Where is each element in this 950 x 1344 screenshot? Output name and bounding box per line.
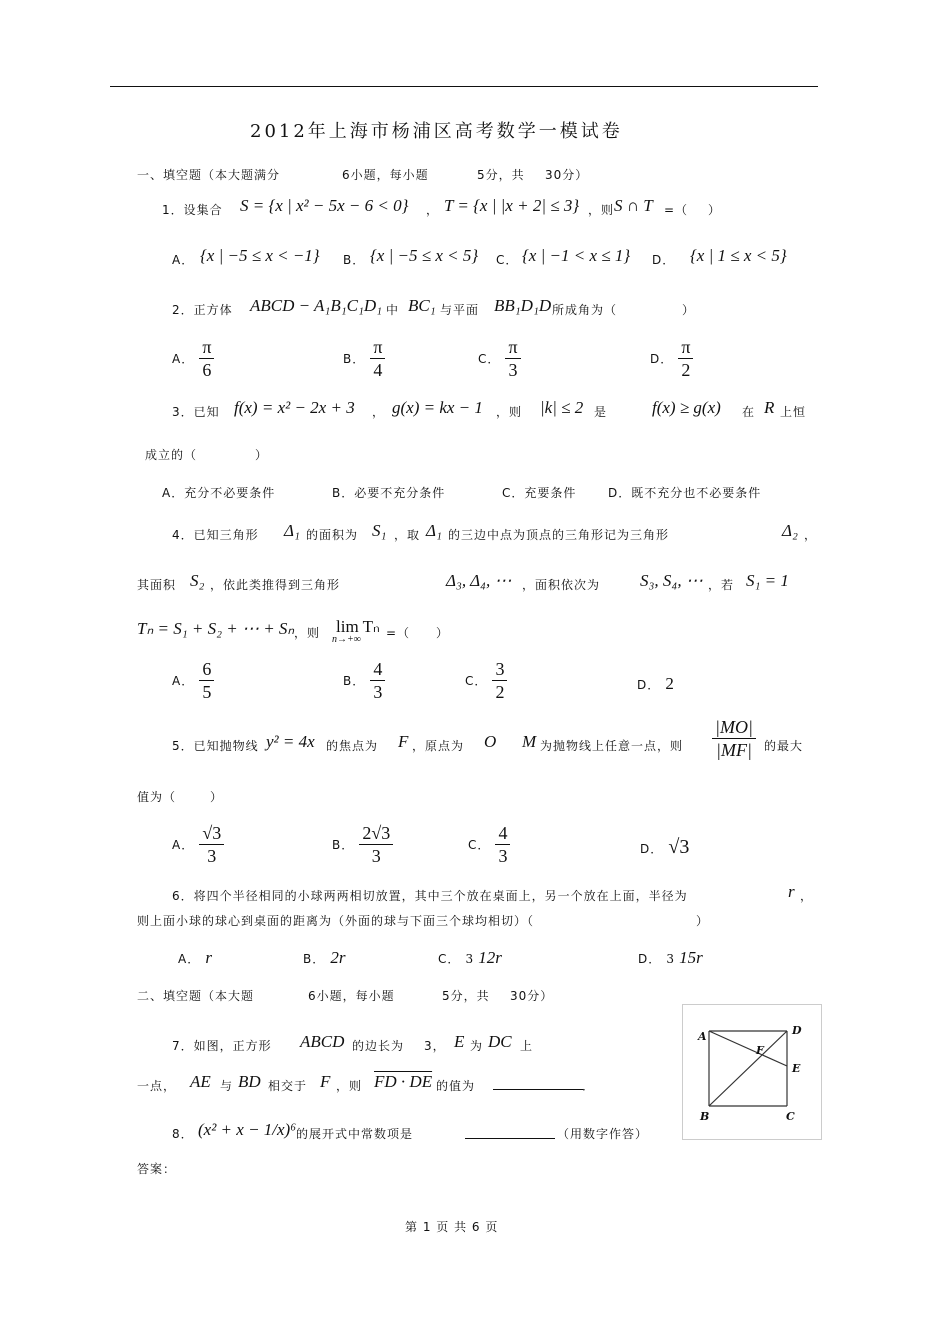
q3-cond: |k| ≤ 2 [540,398,584,417]
q5-opt-b-frac: $\frac{2√3}{3}$ [359,822,393,867]
q2-opt-b-frac: $\frac{\pi}{4}$ [370,336,385,381]
page-title: 2012年上海市杨浦区高考数学一模试卷 [250,121,623,142]
q7-then: ，则 [336,1079,363,1093]
q2-opt-a-label: A． [172,352,195,366]
q6-opt-b [303,948,345,968]
q6-opt-a [178,948,212,968]
q5-rest: 为抛物线上任意一点，则 [540,739,684,753]
q7-meet: 相交于 [268,1079,308,1093]
q3-line2: 成立的（ [145,448,198,462]
q4-lim: lim Tₙ [336,617,380,636]
q1-then: ，则 [588,203,615,217]
figure-label-a: A [698,1030,707,1043]
q2-number: 2．正方体 [172,303,233,317]
q1-opt-c: {x | −1 < x ≤ 1} [522,246,631,265]
q5-max: 的最大 [764,739,804,753]
q4-opt-c-label: C． [465,674,488,688]
section-header-1d: 30分） [545,168,589,182]
q5-opt-a-frac: $\frac{√3}{3}$ [199,822,224,867]
q6-opt-c-label: C． [438,952,461,966]
q4-opt-b-label: B． [343,674,366,688]
q6-opt-c-value: 12r [478,948,502,967]
q5-O: O [484,732,497,751]
q7-on: 为 [470,1039,484,1053]
q1-set-t: T = {x | |x + 2| ≤ 3} [444,196,580,215]
q5-F: F [398,732,409,751]
q5-ratio [712,716,756,761]
q5-close: ） [210,790,224,804]
q1-opt-a-label: A． [172,253,195,267]
q1-eq: =（ [664,203,689,217]
q4-opt-a-label: A． [172,674,195,688]
q1-opt-c-label: C． [496,253,519,267]
q6-line1: 6．将四个半径相同的小球两两相切放置，其中三个放在桌面上，另一个放在上面，半径为 [172,889,688,903]
q3-g: g(x) = kx − 1 [392,398,483,417]
q1-opt-d: {x | 1 ≤ x < 5} [690,246,787,265]
q2-opt-d-frac: $\frac{\pi}{2}$ [678,336,693,381]
q7-dot: FD · DE [374,1072,433,1091]
q7-number: 7．如图，正方形 [172,1039,272,1053]
q5-opt-d [640,836,689,859]
q4-s1eq: S₁ = 1 [746,571,789,590]
q3-f: f(x) = x² − 2x + 3 [234,398,355,417]
q7-line2a: 一点， [137,1079,177,1093]
q4-t1b: Δ₁ [426,521,442,540]
q6-opt-a-label: A． [178,952,201,966]
q4-line2a: 其面积 [137,578,177,592]
q3-opt-b: B．必要不充分条件 [332,486,446,500]
q5-ratio-den: |MF| [716,740,752,760]
q4-t1: Δ₁ [284,521,300,540]
section-header-2d: 30分） [510,989,554,1003]
q5-opt-c-frac: $\frac{4}{3}$ [495,822,510,867]
section-header-1b: 6小题，每小题 [342,168,429,182]
q4-line2b: ，依此类推得到三角形 [210,578,341,592]
q7-DC: DC [488,1032,512,1051]
figure-label-c: C [786,1110,795,1123]
q1-set-s: S = {x | x² − 5x − 6 < 0} [240,196,409,215]
q3-tail: 上恒 [780,405,807,419]
q3-on: 在 [742,405,756,419]
q4-opt-c [465,658,507,703]
q1-expr: S ∩ T [614,196,653,215]
q5-opt-b-label: B． [332,838,355,852]
q5-opt-c-label: C． [468,838,491,852]
q7-val: 的值为 [436,1079,476,1093]
square-figure [682,1004,822,1140]
q1-close: ） [708,203,722,217]
q6-line2: 则上面小球的球心到桌面的距离为（外面的球与下面三个球均相切）（ [137,914,535,928]
q6-opt-d [638,948,703,968]
q2-opt-c [478,336,521,381]
section-header-2a: 二、填空题（本大题 [137,989,255,1003]
q5-opt-b [332,822,393,867]
q7-BD: BD [238,1072,261,1091]
q7-and: 与 [220,1079,234,1093]
q7-tail: 上 [520,1039,534,1053]
q1-opt-b-label: B． [343,253,366,267]
q5-focus: 的焦点为 [326,739,379,753]
q6-tail: ， [800,889,814,903]
q7-AE: AE [190,1072,211,1091]
q4-opt-d [637,674,674,694]
q1-opt-b: {x | −5 ≤ x < 5} [370,246,479,265]
q7-three: 3， [424,1039,446,1053]
q8-tail: （用数字作答） [557,1127,649,1141]
q7-square: ABCD [300,1032,345,1051]
q4-limsub: n→+∞ [332,634,361,645]
figure-label-d: D [792,1024,802,1037]
q8-line2: 答案： [137,1162,177,1176]
q4-seq: Δ₃, Δ₄, ⋯ [446,571,512,590]
q5-opt-d-value: √3 [668,836,690,858]
q4-number: 4．已知三角形 [172,528,259,542]
q3-is: 是 [594,405,608,419]
q4-opt-b-frac: $\frac{4}{3}$ [370,658,385,703]
q2-cube: ABCD − A₁B₁C₁D₁ [250,296,383,315]
header-rule [110,86,818,87]
q3-then: ，则 [496,405,523,419]
q6-opt-a-value: r [205,948,212,967]
page-footer: 第 1 页 共 6 页 [405,1220,499,1234]
q6-r: r [788,882,795,901]
q4-s2: S₂ [190,571,205,590]
q4-sseq: S₃, S₄, ⋯ [640,571,703,590]
q3-opt-d: D．既不充分也不必要条件 [608,486,762,500]
q3-opt-c: C．充要条件 [502,486,577,500]
q5-M: M [522,732,537,751]
q5-ratio-num: |MO| [712,716,756,739]
q2-opt-c-frac: $\frac{\pi}{3}$ [505,336,520,381]
q5-opt-c [468,822,510,867]
q4-then: ，则 [294,626,321,640]
q2-opt-b [343,336,385,381]
q5-opt-a-label: A． [172,838,195,852]
q5-eq: y² = 4x [266,732,315,751]
q4-rest: ，取 [394,528,421,542]
q4-area: 的面积为 [306,528,359,542]
q3-opt-a: A．充分不必要条件 [162,486,276,500]
q2-plane: BB₁D₁D [494,296,552,315]
q3-number: 3．已知 [172,405,220,419]
q4-line2c: ，面积依次为 [522,578,601,592]
section-header-1c: 5分，共 [477,168,525,182]
figure-label-b: B [700,1110,710,1123]
figure-label-e: E [792,1062,801,1075]
q5-number: 5．已知抛物线 [172,739,259,753]
q3-R: R [764,398,775,417]
q7-answer-blank[interactable] [493,1075,583,1090]
q4-comma: ， [804,528,818,542]
q2-line: BC₁ [408,296,436,315]
q6-opt-d-root: 3 [666,952,674,966]
q8-desc: 的展开式中常数项是 [296,1127,414,1141]
q2-opt-a [172,336,214,381]
q4-tn: Tₙ = S₁ + S₂ + ⋯ + Sₙ [137,619,295,638]
q5-opt-d-label: D． [640,842,664,856]
q4-t2: Δ₂ [782,521,798,540]
q8-answer-blank[interactable] [465,1124,555,1139]
q7-side: 的边长为 [352,1039,405,1053]
q1-sep: ， [426,203,440,217]
q4-eq: =（ [386,626,411,640]
section-header-1a: 一、填空题（本大题满分 [137,168,281,182]
section-header-2c: 5分，共 [442,989,490,1003]
q8-expr: (x² + x − 1/x)⁶ [198,1120,297,1139]
q2-opt-d-label: D． [650,352,674,366]
q2-mid: 中 [386,303,400,317]
q2-close: ） [682,303,696,317]
q4-opt-c-frac: $\frac{3}{2}$ [492,658,507,703]
q8-number: 8． [172,1127,194,1141]
q7-E: E [454,1032,465,1051]
q6-opt-c [438,948,502,968]
q4-opt-d-value: 2 [665,674,674,693]
q1-number: 1．设集合 [162,203,223,217]
q1-opt-a: {x | −5 ≤ x < −1} [200,246,320,265]
q6-opt-b-label: B． [303,952,326,966]
q2-end: 所成角为（ [552,303,618,317]
q6-opt-b-value: 2r [330,948,346,967]
q4-close: ） [436,626,450,640]
q4-opt-b [343,658,385,703]
q2-opt-d [650,336,693,381]
q7-F: F [320,1072,331,1091]
q3-ineq: f(x) ≥ g(x) [652,398,721,417]
figure-label-f: F [756,1044,764,1057]
q4-s1: S₁ [372,521,387,540]
q6-opt-d-value: 15r [679,948,703,967]
q5-opt-a [172,822,224,867]
q7-end: ． [582,1079,596,1093]
q5-line2: 值为（ [137,790,177,804]
q6-opt-c-root: 3 [465,952,474,966]
q3-sep: ， [372,405,386,419]
q4-opt-a [172,658,214,703]
q5-origin: ，原点为 [412,739,465,753]
q4-opt-d-label: D． [637,678,661,692]
q4-desc: 的三边中点为顶点的三角形记为三角形 [448,528,670,542]
q2-opt-c-label: C． [478,352,501,366]
q6-close: ） [696,914,710,928]
q1-opt-d-label: D． [652,253,676,267]
q2-opt-b-label: B． [343,352,366,366]
q2-mid2: 与平面 [440,303,480,317]
q4-line2d: ，若 [708,578,735,592]
section-header-2b: 6小题，每小题 [308,989,395,1003]
q2-opt-a-frac: $\frac{\pi}{6}$ [199,336,214,381]
q6-opt-d-label: D． [638,952,662,966]
q4-opt-a-frac: $\frac{6}{5}$ [199,658,214,703]
q3-close: ） [255,448,269,462]
